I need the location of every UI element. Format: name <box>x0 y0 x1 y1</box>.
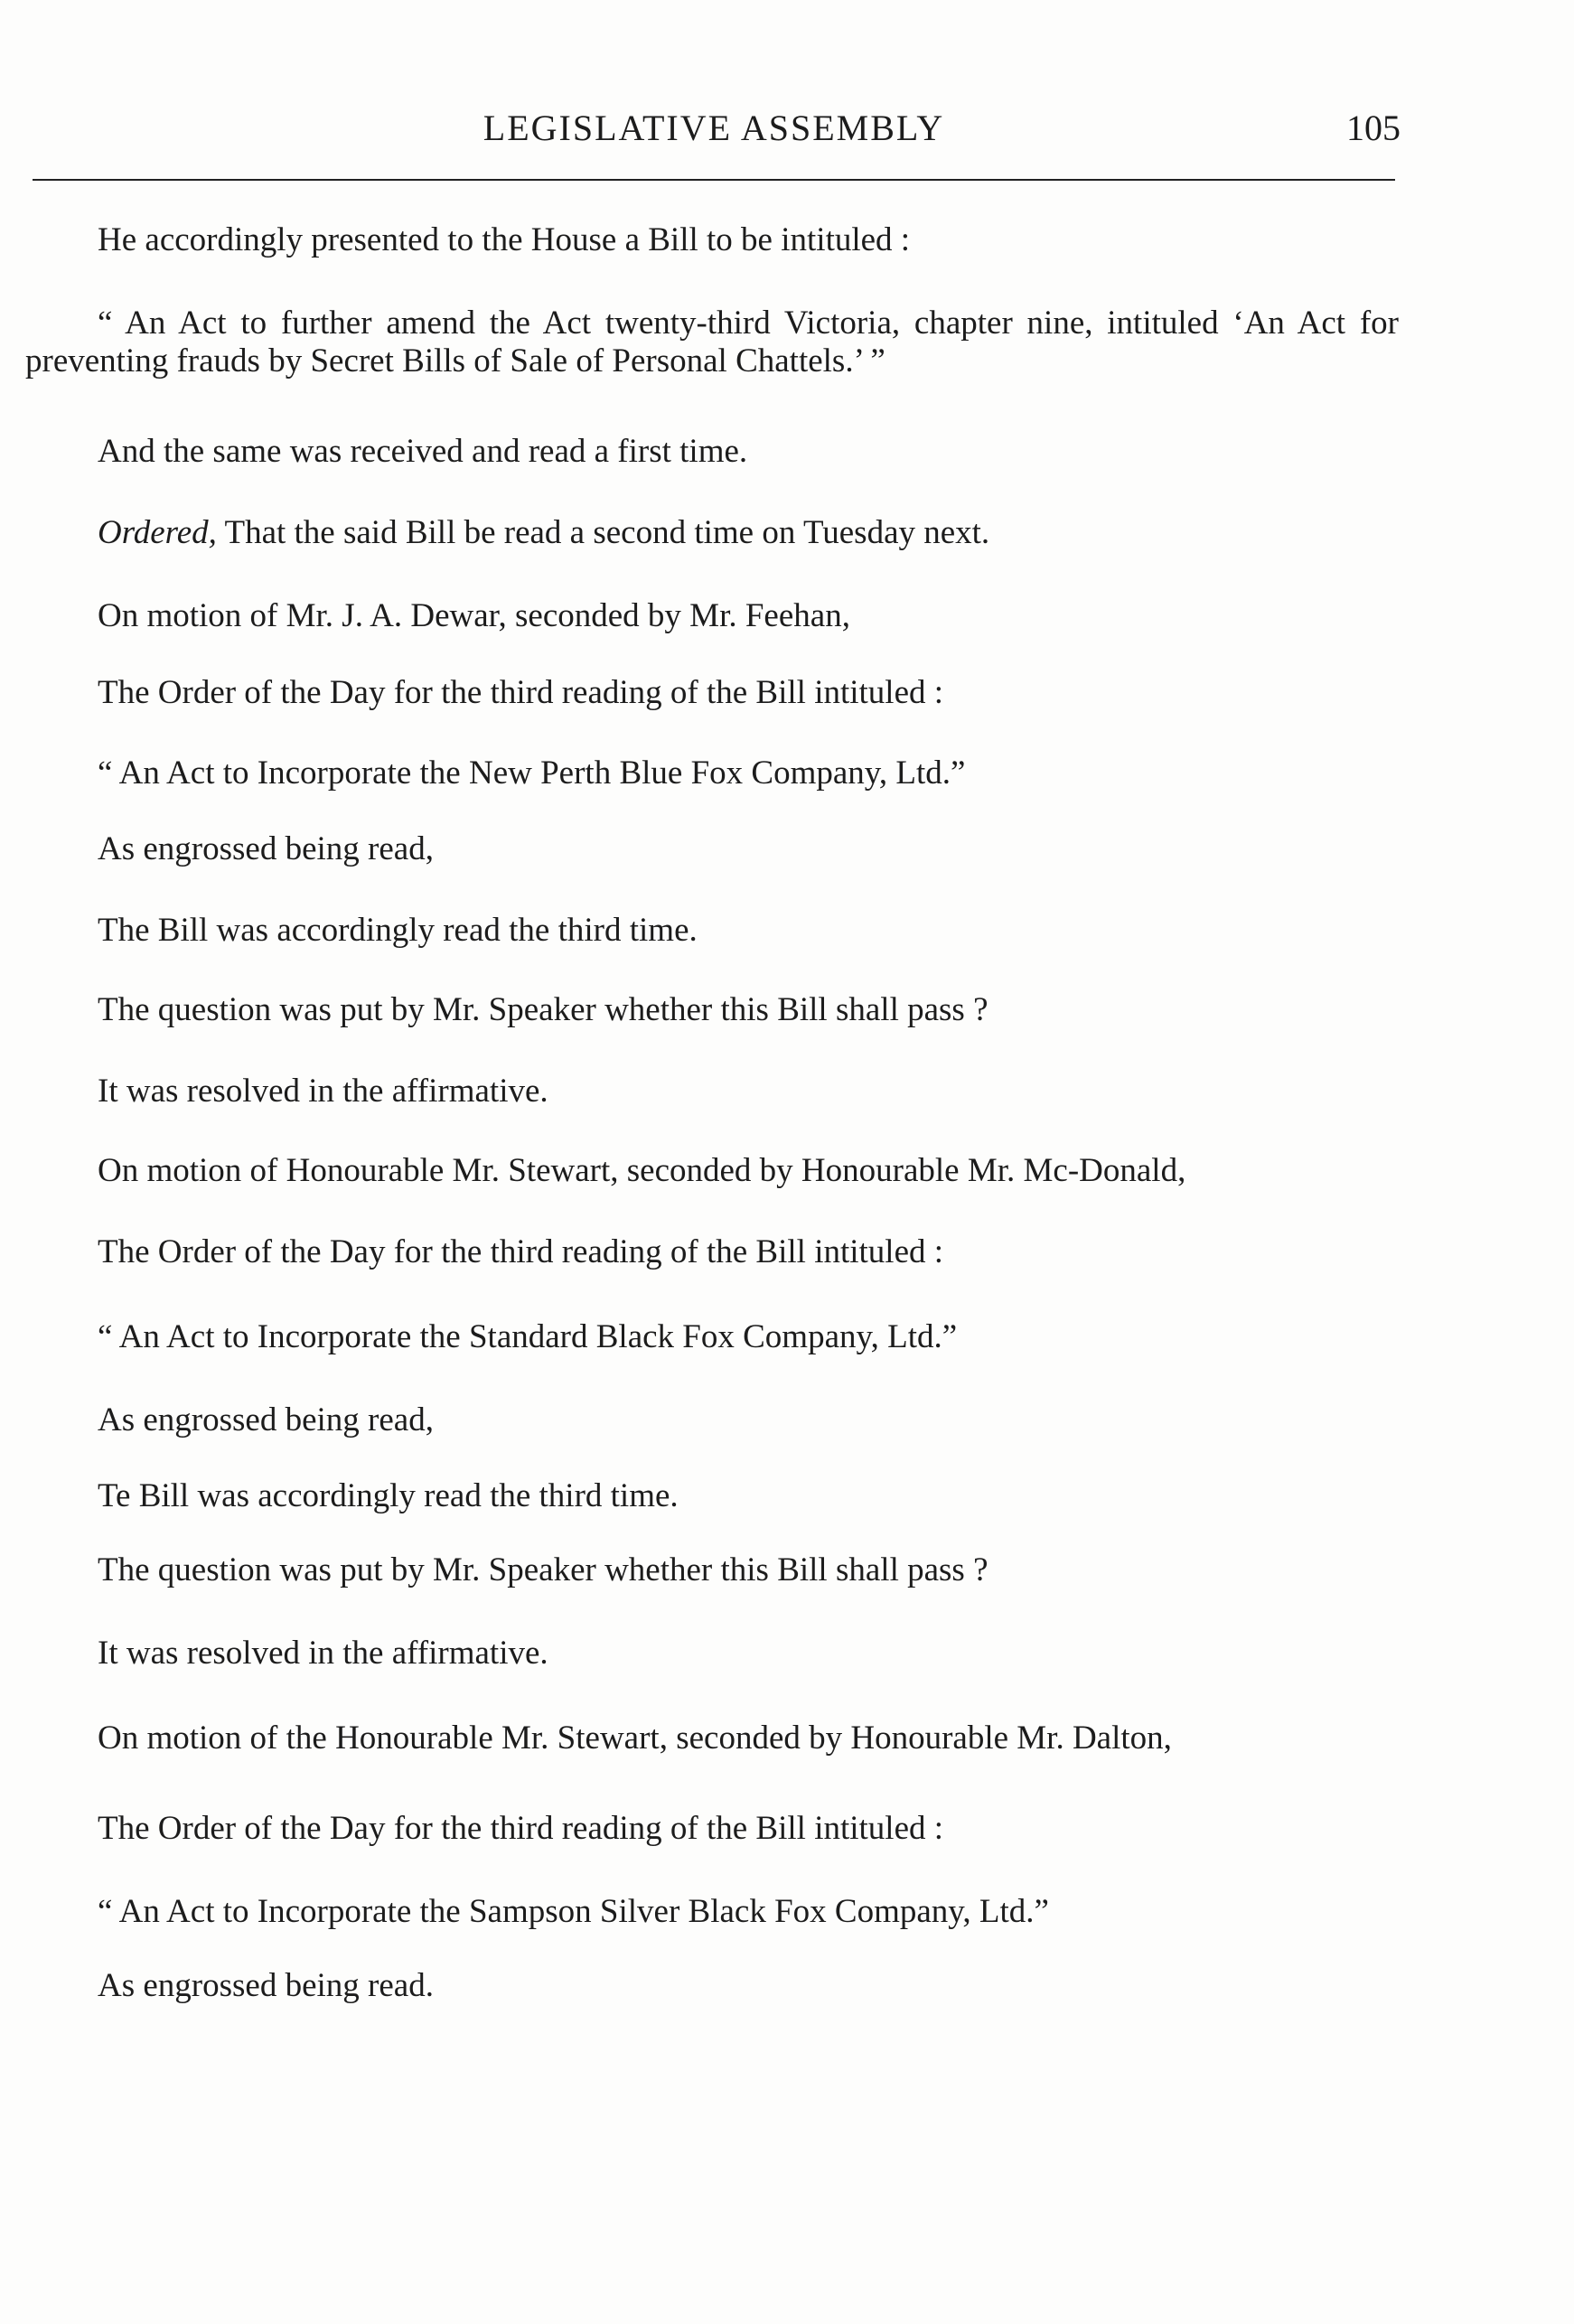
paragraph: It was resolved in the affirmative. <box>98 1073 548 1110</box>
running-title: LEGISLATIVE ASSEMBLY <box>483 108 945 148</box>
paragraph: As engrossed being read. <box>98 1967 434 2004</box>
paragraph: On motion of Mr. J. A. Dewar, seconded by Mr. Feehan, <box>98 597 850 634</box>
paragraph: As engrossed being read, <box>98 830 434 867</box>
paragraph: He accordingly presented to the House a Bill to be intituled : <box>98 221 911 258</box>
paragraph: The question was put by Mr. Speaker whether this Bill shall pass ? <box>98 1551 988 1588</box>
ordered-text: That the said Bill be read a second time on Tuesday next. <box>224 514 990 551</box>
header-rule <box>33 179 1395 181</box>
paragraph: On motion of the Honourable Mr. Stewart, seconded by Honourable Mr. Dalton, <box>98 1720 1172 1757</box>
paragraph: The Order of the Day for the third reading of the Bill intituled : <box>98 1810 944 1847</box>
ordered-paragraph <box>25 514 1399 552</box>
page-number: 105 <box>1346 108 1401 148</box>
bill-title: “ An Act to Incorporate the Sampson Silver Black Fox Company, Ltd.” <box>98 1893 1049 1930</box>
paragraph: It was resolved in the affirmative. <box>98 1635 548 1672</box>
paragraph: The Order of the Day for the third reading of the Bill intituled : <box>98 674 944 711</box>
paragraph: And the same was received and read a first time. <box>98 433 748 470</box>
bill-title: “ An Act to Incorporate the New Perth Blue Fox Company, Ltd.” <box>98 754 966 792</box>
paragraph: Te Bill was accordingly read the third time. <box>98 1477 679 1514</box>
bill-title: “ An Act to Incorporate the Standard Black Fox Company, Ltd.” <box>98 1318 958 1355</box>
page-header <box>27 107 1401 161</box>
body-text <box>25 221 1399 2005</box>
paragraph: On motion of Honourable Mr. Stewart, seconded by Honourable Mr. Mc-Donald, <box>98 1152 1186 1189</box>
paragraph: The Bill was accordingly read the third time. <box>98 912 698 949</box>
ordered-label: Ordered, <box>98 514 217 551</box>
paragraph: The question was put by Mr. Speaker whether this Bill shall pass ? <box>98 991 988 1028</box>
paragraph: The Order of the Day for the third reading of the Bill intituled : <box>98 1233 944 1270</box>
paragraph: “ An Act to further amend the Act twenty-third Victoria, chapter nine, intituled ‘An Act for preventing frauds by Secret Bills of Sale of Personal Chattels.’ ” <box>25 305 1399 380</box>
paragraph: As engrossed being read, <box>98 1401 434 1438</box>
